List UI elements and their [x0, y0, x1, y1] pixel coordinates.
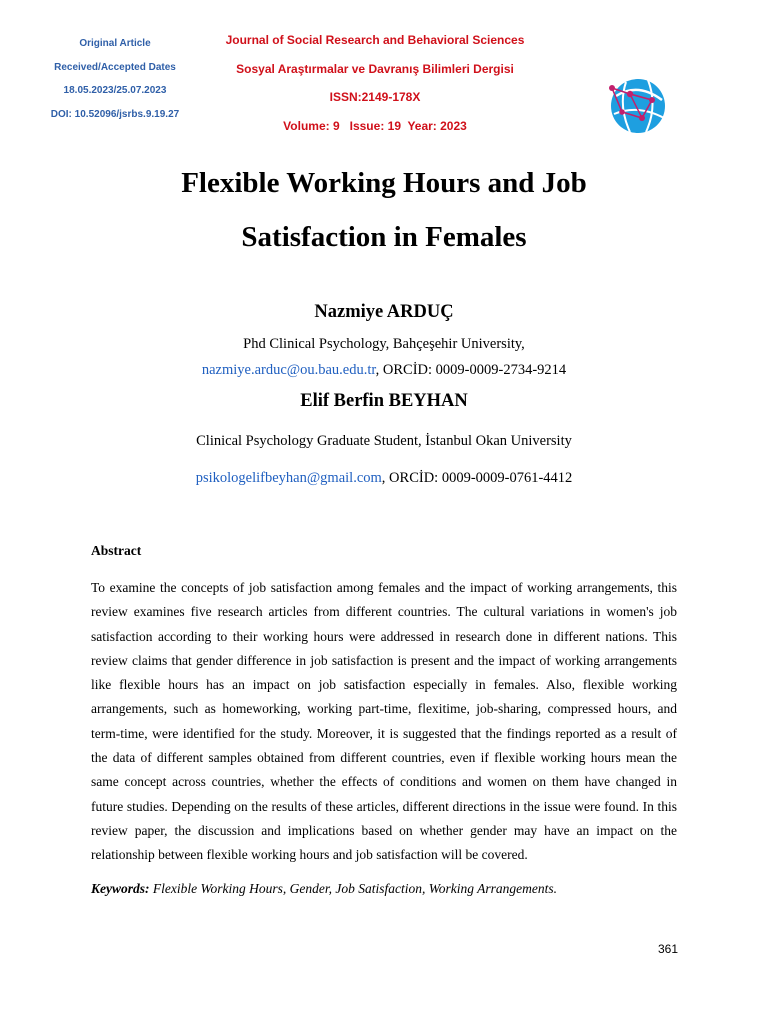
- author-2-email-link[interactable]: psikologelifbeyhan@gmail.com: [195, 470, 382, 486]
- article-type: Original Article: [79, 38, 151, 49]
- author-2-contact: [90, 470, 678, 487]
- author-2-orcid: , ORCİD: 0009-0009-0761-4412: [381, 470, 573, 486]
- abstract-heading: Abstract: [91, 543, 142, 558]
- author-1-email-link[interactable]: nazmiye.arduc@ou.bau.edu.tr: [201, 362, 376, 378]
- paper-title-line-2: Satisfaction in Females: [241, 221, 527, 253]
- keywords-label: Keywords:: [91, 881, 150, 896]
- abstract-text: To examine the concepts of job satisfaction among females and the impact of working arrangements, this review examines five research articles from different countries. The cultural variations in women's job satisfaction according to their working hours were addressed in research done in different nations. This review claims that gender difference in job satisfaction is present and the impact of working arrangements like flexible hours has an impact on job satisfaction especially in females. Also, flexible working arrangements, such as homeworking, working part-time, flexitime, job-sharing, compressed hours, and term-time, were identified for the study. Moreover, it is suggested that the findings reported as a result of the data of different samples obtained from different countries, even if flexible working hours mean the same concept across countries, whether the effects of conditions and women on them have changed in future studies. Depending on the results of these articles, different directions in the issue were found. In this review paper, the discussion and implications based on whether gender may have an impact on the relationship between flexible working hours and job satisfaction will be covered.: [91, 580, 677, 863]
- keywords: [91, 881, 677, 897]
- journal-name-tr: Sosyal Araştırmalar ve Davranış Bilimleri Dergisi: [236, 61, 514, 76]
- dates-label: Received/Accepted Dates: [54, 61, 176, 73]
- journal-name-en: Journal of Social Research and Behavioral Sciences: [225, 33, 525, 47]
- journal-header: [200, 30, 550, 144]
- page-number: 361: [657, 942, 678, 956]
- doi: DOI: 10.52096/jsrbs.9.19.27: [50, 108, 180, 120]
- journal-issn: ISSN:2149-178X: [329, 90, 421, 104]
- author-1-contact: [90, 362, 678, 379]
- author-2-affiliation: Clinical Psychology Graduate Student, İstanbul Okan University: [196, 433, 572, 449]
- author-1-orcid: , ORCİD: 0009-0009-2734-9214: [375, 362, 567, 378]
- author-1-name: Nazmiye ARDUÇ: [314, 302, 454, 322]
- keywords-text: Flexible Working Hours, Gender, Job Satisfaction, Working Arrangements.: [149, 881, 557, 896]
- journal-globe-logo: [608, 74, 666, 136]
- journal-volume-issue-year: Volume: 9 Issue: 19 Year: 2023: [283, 118, 467, 133]
- paper-title: [90, 156, 678, 264]
- author-2-name: Elif Berfin BEYHAN: [300, 391, 468, 411]
- author-1-affiliation: Phd Clinical Psychology, Bahçeşehir University,: [243, 336, 525, 352]
- received-accepted-dates: 18.05.2023/25.07.2023: [63, 85, 167, 96]
- paper-title-line-1: Flexible Working Hours and Job: [181, 167, 587, 199]
- article-meta: [40, 32, 190, 126]
